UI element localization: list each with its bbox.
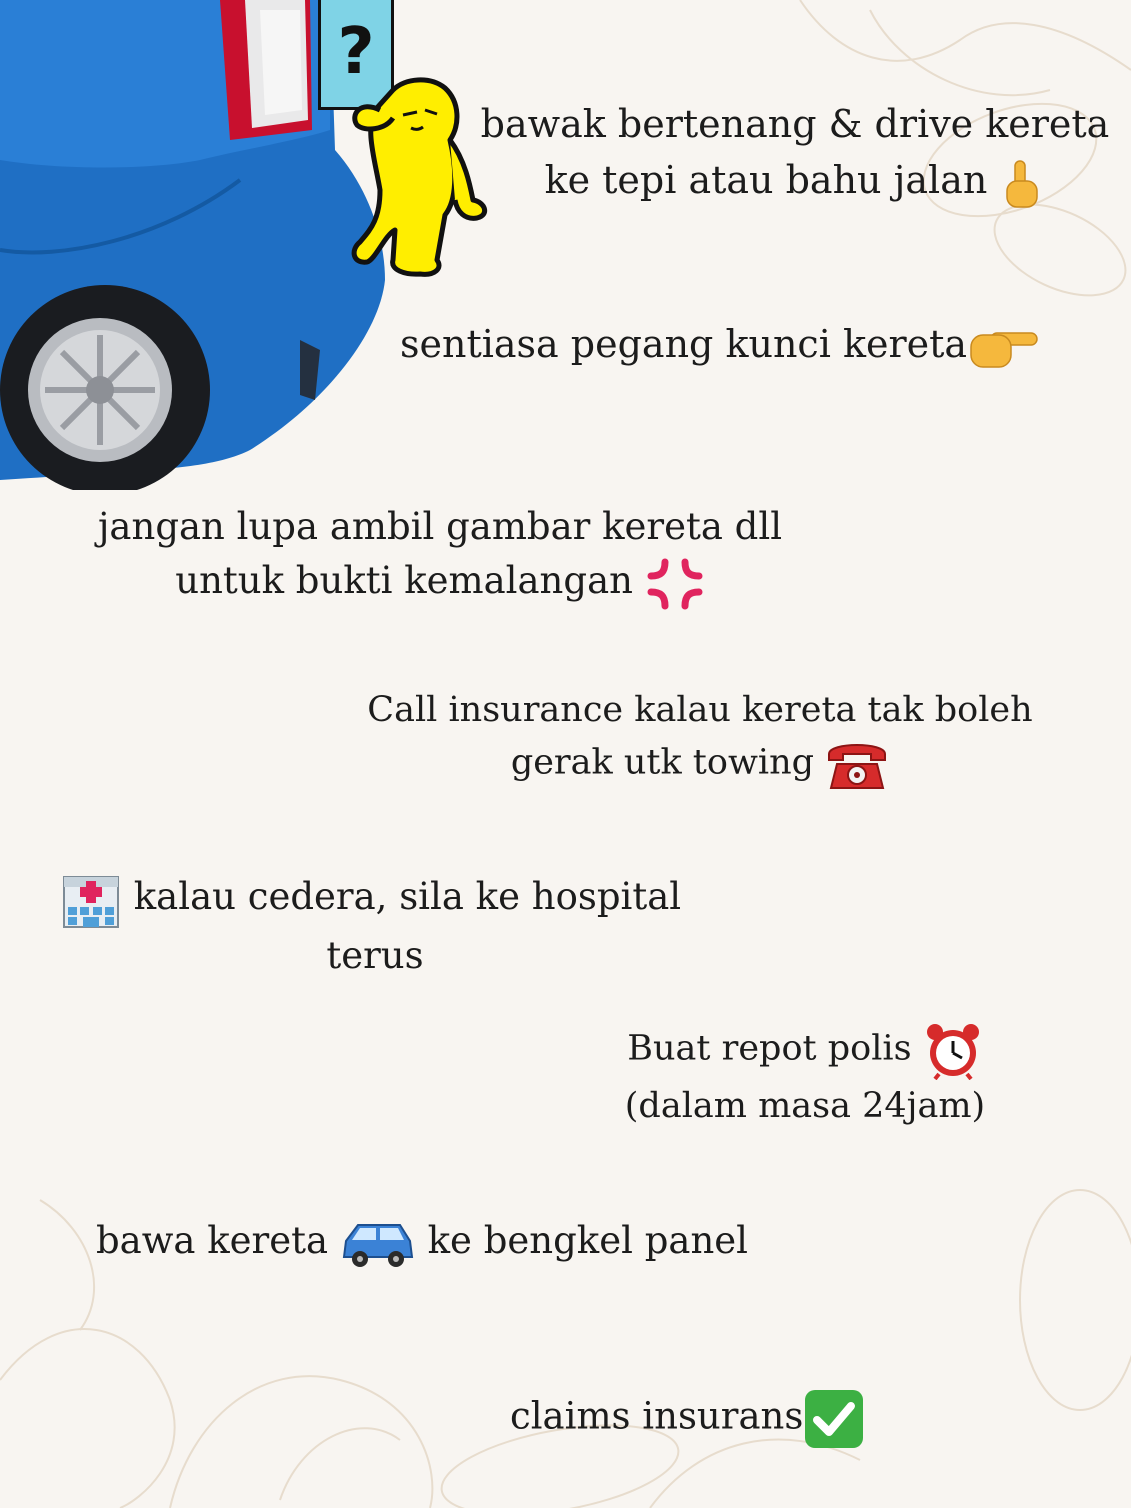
tip-call-insurance	[340, 684, 1060, 792]
tip-line: claims insurans	[510, 1394, 804, 1438]
thinking-mascot-icon	[345, 70, 490, 280]
tip-line-with-icon	[400, 316, 1100, 373]
tip-hold-key	[400, 316, 1100, 373]
tip-line: terus	[326, 933, 424, 977]
tip-line: ke tepi atau bahu jalan	[544, 158, 988, 202]
tip-line: bawa kereta	[96, 1219, 329, 1262]
tip-line: kalau cedera, sila ke hospital	[133, 875, 682, 918]
tip-line-with-icon	[96, 1214, 856, 1269]
tip-line-with-icon	[600, 1020, 1010, 1080]
blue-car-icon	[340, 1219, 416, 1269]
backhand-pointing-right-icon	[967, 323, 1039, 373]
question-mark-sticker: ?	[318, 0, 394, 110]
tip-line: jangan lupa ambil gambar kereta dll	[97, 505, 783, 548]
tip-line: Buat repot polis	[627, 1028, 912, 1069]
alarm-clock-icon	[923, 1020, 983, 1080]
tip-take-photos	[60, 500, 820, 612]
tip-go-hospital	[60, 870, 700, 983]
tip-line: Call insurance kalau kereta tak boleh	[367, 690, 1033, 730]
tip-line: sentiasa pegang kunci kereta	[400, 322, 968, 366]
tip-line-with-icon	[340, 736, 1060, 792]
tip-police-report	[600, 1020, 1010, 1132]
tip-line: (dalam masa 24jam)	[624, 1086, 986, 1126]
hospital-icon	[60, 871, 122, 929]
telephone-icon	[825, 736, 889, 792]
check-mark-button-icon	[803, 1388, 865, 1450]
tip-line: ke bengkel panel	[427, 1219, 748, 1262]
tip-line: untuk bukti kemalangan	[175, 559, 633, 602]
tip-workshop	[96, 1214, 856, 1269]
anger-symbol-icon	[645, 556, 705, 612]
tip-line-with-icon	[60, 870, 700, 929]
tip-line-with-icon	[510, 1388, 960, 1450]
index-pointing-up-icon	[999, 159, 1045, 209]
tip-claim	[510, 1388, 960, 1450]
tip-drive-aside	[470, 96, 1120, 209]
tip-line: gerak utk towing	[510, 742, 815, 783]
tip-line-with-icon	[60, 554, 820, 612]
tip-line: bawak bertenang & drive kereta	[480, 102, 1110, 146]
tip-line-with-icon	[470, 152, 1120, 209]
